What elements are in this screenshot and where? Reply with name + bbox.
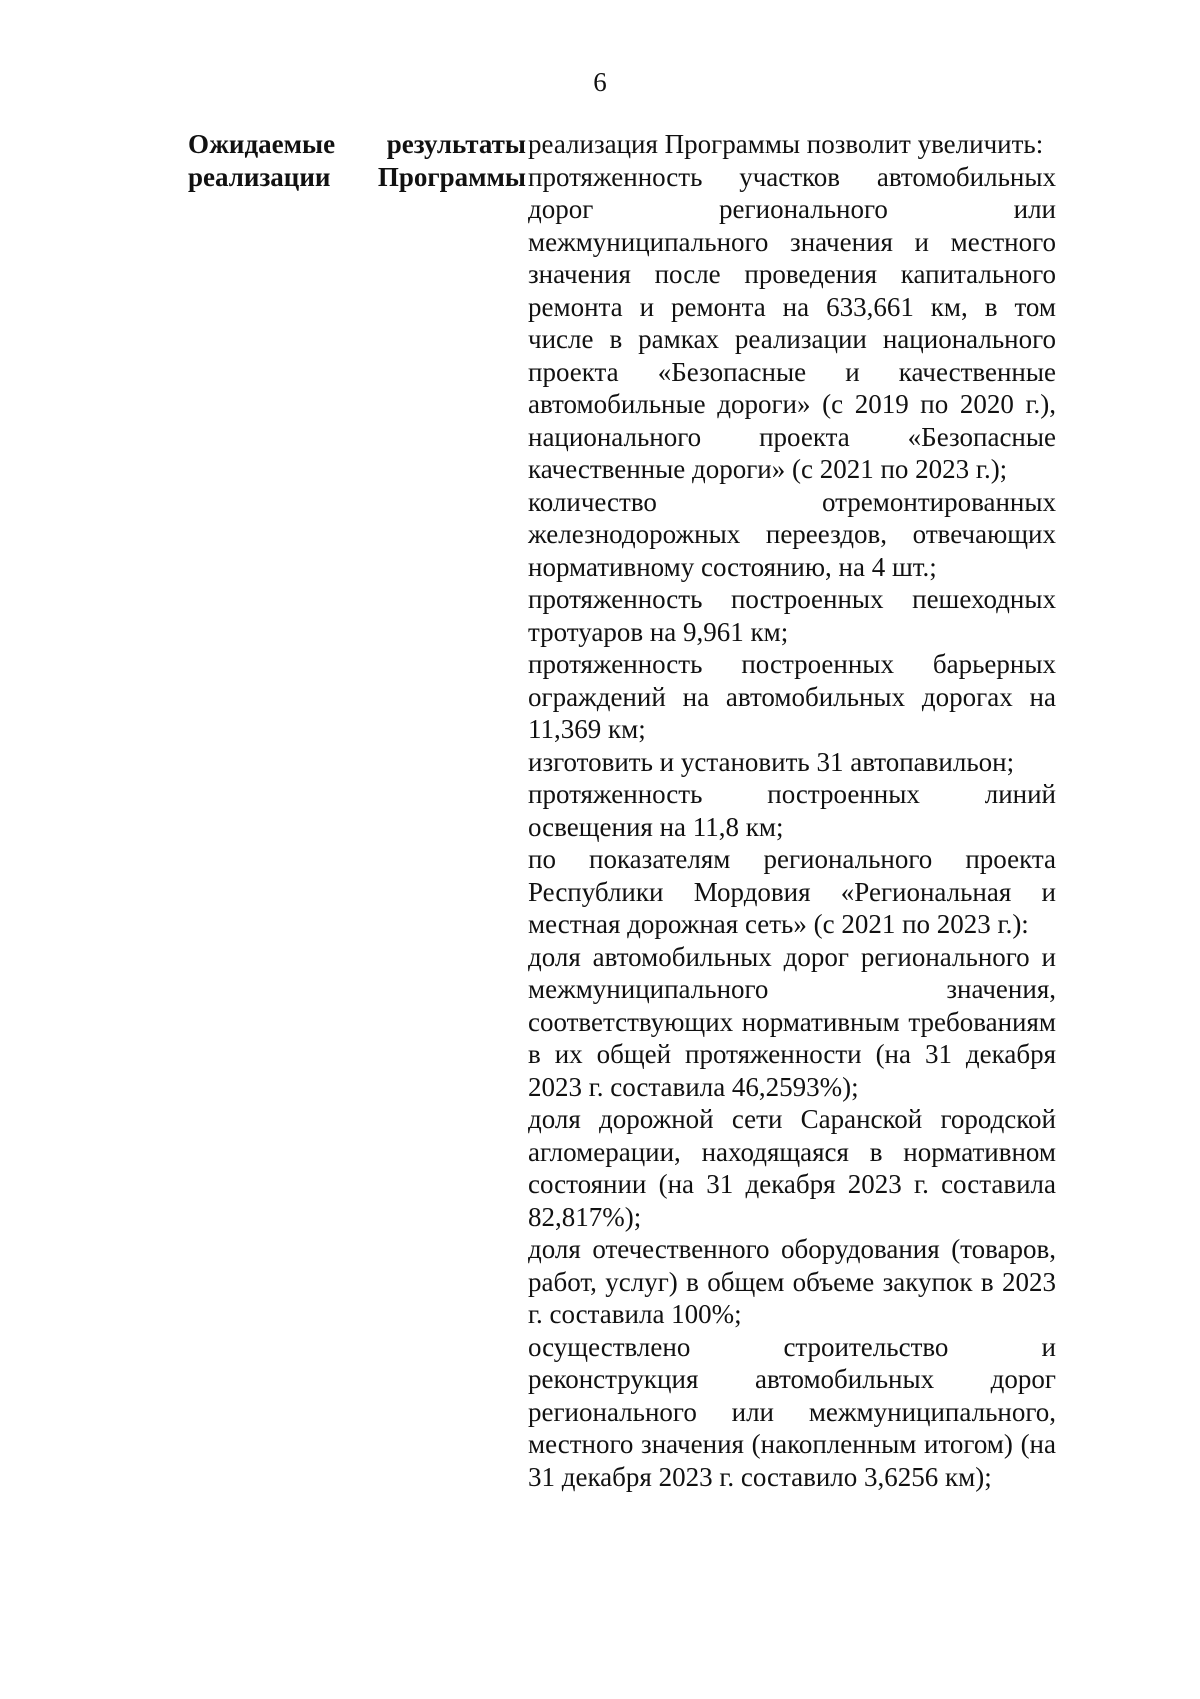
section-heading-line: Ожидаемые результаты [188,129,526,159]
section-heading-line: реализации Программы [188,161,526,192]
results-paragraph: изготовить и установить 31 автопавильон; [528,746,1015,777]
results-paragraph: количество отремонтированных железнодорожных переездов, отвечающих нормативному состоянию, на 4 шт.; [528,486,1056,582]
results-list [528,128,1056,1493]
page-number: 6 [593,67,607,97]
results-paragraph: доля отечественного оборудования (товаров, работ, услуг) в общем объеме закупок в 2023 г. составила 100%; [528,1234,1056,1329]
results-paragraph: по показателям регионального проекта Республики Мордовия «Региональная и местная дорожная сеть» (с 2021 по 2023 г.): [528,844,1056,939]
results-paragraph: протяженность участков автомобильных дорог регионального или межмуниципального значения и местного значения после проведения капитального ремонта и ремонта на 633,661 км, в том числе в рамках реализации национального проекта «Безопасные и качественные автомобильные дороги» (с 2019 по 2020 г.), национального проекта «Безопасные качественные дороги» (с 2021 по 2023 г.); [528,161,1056,484]
results-paragraph: осуществлено строительство и реконструкция автомобильных дорог регионального или межмуниципального, местного значения (накопленным итогом) (на 31 декабря 2023 г. составило 3,6256 км); [528,1331,1056,1492]
results-paragraph: протяженность построенных пешеходных тротуаров на 9,961 км; [528,584,1056,647]
results-paragraph: доля автомобильных дорог регионального и межмуниципального значения, соответствующих нормативным требованиям в их общей протяженности (на 31 декабря 2023 г. составила 46,2593%); [528,941,1056,1102]
results-paragraph: протяженность построенных барьерных ограждений на автомобильных дорогах на 11,369 км; [528,649,1056,744]
results-paragraph: реализация Программы позволит увеличить: [528,129,1044,159]
results-paragraph: протяженность построенных линий освещения на 11,8 км; [528,779,1056,842]
section-heading [188,128,526,193]
results-paragraph: доля дорожной сети Саранской городской агломерации, находящаяся в нормативном состоянии (на 31 декабря 2023 г. составила 82,817%); [528,1104,1056,1232]
